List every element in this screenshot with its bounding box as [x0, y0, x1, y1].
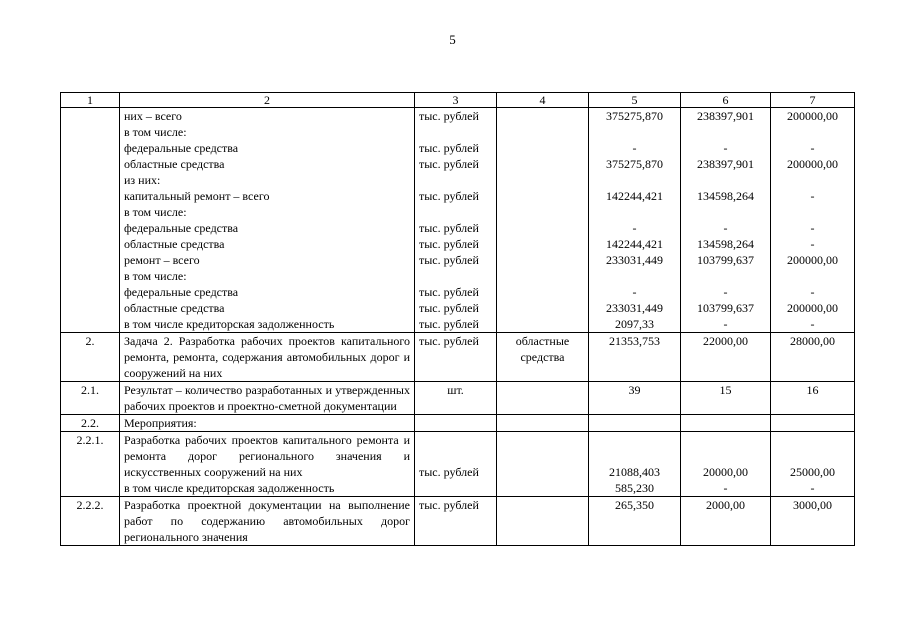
- line-label: федеральные средства: [124, 221, 239, 235]
- value-c6: 22000,00: [681, 333, 771, 382]
- value-c6: 20000,00: [703, 465, 748, 479]
- value-c7: [771, 415, 855, 432]
- source-cell: [497, 108, 589, 333]
- value-c5: 233031,449: [606, 253, 663, 267]
- spacer: [593, 432, 676, 448]
- value-c5: -: [632, 221, 637, 235]
- unit: шт.: [415, 382, 497, 415]
- funding-source: [497, 432, 589, 497]
- funding-source: [497, 497, 589, 546]
- line-label: областные средства: [124, 237, 225, 251]
- header-cell: 3: [415, 93, 497, 108]
- line-label: в том числе:: [124, 125, 187, 139]
- activity-2-2-2-row: [61, 497, 855, 546]
- line-unit: тыс. рублей: [419, 301, 479, 315]
- value-c7: -: [810, 189, 815, 203]
- value-c6: [681, 415, 771, 432]
- value-c7: [775, 124, 850, 140]
- unit: тыс. рублей: [415, 497, 497, 546]
- line-unit: тыс. рублей: [419, 109, 479, 123]
- header-cell: 6: [681, 93, 771, 108]
- line-unit: тыс. рублей: [419, 253, 479, 267]
- line-unit: тыс. рублей: [419, 189, 479, 203]
- value-c6: -: [723, 317, 728, 331]
- value-c7: 16: [771, 382, 855, 415]
- value-c6: [685, 172, 766, 188]
- value-c5: [593, 172, 676, 188]
- value-c7: -: [810, 285, 815, 299]
- line-unit: [419, 204, 492, 220]
- value-c6: 134598,264: [697, 237, 754, 251]
- units-cell: [415, 108, 497, 333]
- line-label: в том числе кредиторская задолженность: [124, 317, 335, 331]
- value-c5: 233031,449: [606, 301, 663, 315]
- line-label: них – всего: [124, 109, 182, 123]
- line-label: в том числе:: [124, 269, 187, 283]
- col6-cell: [681, 108, 771, 333]
- row-number: 2.2.2.: [61, 497, 120, 546]
- value-c6: -: [723, 141, 728, 155]
- row-number-cell: [61, 108, 120, 333]
- value-c7: -: [810, 237, 815, 251]
- line-label: капитальный ремонт – всего: [124, 189, 270, 203]
- value-c5: -: [632, 141, 637, 155]
- col7-cell: [771, 108, 855, 333]
- value-c7: 3000,00: [771, 497, 855, 546]
- line-unit: тыс. рублей: [419, 221, 479, 235]
- activities-2-2-row: [61, 415, 855, 432]
- task-2-row: [61, 333, 855, 382]
- value-c7: 28000,00: [771, 333, 855, 382]
- line-label: в том числе:: [124, 205, 187, 219]
- header-cell: 2: [120, 93, 415, 108]
- spacer: [419, 448, 492, 464]
- value-c7: 200000,00: [787, 157, 838, 171]
- value-c7: 200000,00: [787, 301, 838, 315]
- header-cell: 7: [771, 93, 855, 108]
- line-label: из них:: [124, 173, 161, 187]
- line-unit: тыс. рублей: [419, 317, 479, 331]
- activity-description: Разработка рабочих проектов капитального ремонта и ремонта дорог регионального значения и искусственных сооружений на них: [124, 433, 410, 479]
- funding-breakdown-row: [61, 108, 855, 333]
- row-number: 2.1.: [61, 382, 120, 415]
- value-c5: 21353,753: [589, 333, 681, 382]
- value-c5: 142244,421: [606, 237, 663, 251]
- spacer: [775, 448, 850, 464]
- line-unit: тыс. рублей: [419, 285, 479, 299]
- value-c6: 15: [681, 382, 771, 415]
- names-cell: [120, 108, 415, 333]
- activity-description-cell: [120, 432, 415, 497]
- line-label: ремонт – всего: [124, 253, 200, 267]
- value-c6: [685, 268, 766, 284]
- value-c7: -: [810, 141, 815, 155]
- value-c6: 103799,637: [697, 301, 754, 315]
- budget-table: [60, 92, 855, 546]
- activity-sub-label: в том числе кредиторская задолженность: [124, 481, 335, 495]
- value-c7: [775, 268, 850, 284]
- line-label: областные средства: [124, 301, 225, 315]
- value-c6: 238397,901: [697, 109, 754, 123]
- value-c5: [593, 268, 676, 284]
- line-unit: тыс. рублей: [419, 237, 479, 251]
- unit: тыс. рублей: [415, 333, 497, 382]
- value-c5: 39: [589, 382, 681, 415]
- value-c6: 103799,637: [697, 253, 754, 267]
- spacer: [685, 432, 766, 448]
- spacer: [419, 432, 492, 448]
- value-c6: 238397,901: [697, 157, 754, 171]
- value-c7: -: [810, 481, 815, 495]
- value-c7: 25000,00: [790, 465, 835, 479]
- value-c5: [589, 415, 681, 432]
- value-c5: 375275,870: [606, 157, 663, 171]
- funding-source: областные средства: [497, 333, 589, 382]
- value-c7: [775, 204, 850, 220]
- line-unit: [419, 268, 492, 284]
- funding-source: [497, 415, 589, 432]
- value-c6: [685, 124, 766, 140]
- page-number: 5: [449, 32, 456, 47]
- spacer: [775, 432, 850, 448]
- value-c5: 265,350: [589, 497, 681, 546]
- value-c6: 134598,264: [697, 189, 754, 203]
- col5-cell: [589, 108, 681, 333]
- line-label: федеральные средства: [124, 141, 239, 155]
- value-c6: -: [723, 285, 728, 299]
- line-unit: [419, 124, 492, 140]
- value-c5: [593, 124, 676, 140]
- value-c5: [593, 204, 676, 220]
- unit: тыс. рублей: [419, 465, 479, 479]
- value-c6: 2000,00: [681, 497, 771, 546]
- spacer: [593, 448, 676, 464]
- header-cell: 5: [589, 93, 681, 108]
- value-c5: 21088,403: [609, 465, 660, 479]
- line-unit: тыс. рублей: [419, 157, 479, 171]
- spacer: [685, 448, 766, 464]
- header-row: [61, 93, 855, 108]
- value-c6: -: [723, 481, 728, 495]
- line-unit: [419, 172, 492, 188]
- value-c7: 200000,00: [787, 109, 838, 123]
- line-unit: тыс. рублей: [419, 141, 479, 155]
- col5-cell: [589, 432, 681, 497]
- value-c5: -: [632, 285, 637, 299]
- col7-cell: [771, 432, 855, 497]
- value-c7: -: [810, 317, 815, 331]
- header-cell: 1: [61, 93, 120, 108]
- row-number: 2.: [61, 333, 120, 382]
- result-description: Результат – количество разработанных и утвержденных рабочих проектов и проектно-сметной документации: [120, 382, 415, 415]
- activity-2-2-1-row: [61, 432, 855, 497]
- line-label: областные средства: [124, 157, 225, 171]
- activity-description: Разработка проектной документации на выполнение работ по содержанию автомобильных дорог регионального значения: [120, 497, 415, 546]
- value-c7: -: [810, 221, 815, 235]
- funding-source: [497, 382, 589, 415]
- value-c7: 200000,00: [787, 253, 838, 267]
- row-number: 2.2.1.: [61, 432, 120, 497]
- value-c5: 2097,33: [615, 317, 654, 331]
- header-cell: 4: [497, 93, 589, 108]
- value-c6: -: [723, 221, 728, 235]
- value-c5: 142244,421: [606, 189, 663, 203]
- unit-cell: [415, 432, 497, 497]
- result-2-1-row: [61, 382, 855, 415]
- line-label: федеральные средства: [124, 285, 239, 299]
- value-c5: 375275,870: [606, 109, 663, 123]
- value-c6: [685, 204, 766, 220]
- value-c7: [775, 172, 850, 188]
- unit: [415, 415, 497, 432]
- activities-label: Мероприятия:: [120, 415, 415, 432]
- col6-cell: [681, 432, 771, 497]
- value-c5: 585,230: [615, 481, 654, 495]
- row-number: 2.2.: [61, 415, 120, 432]
- task-description: Задача 2. Разработка рабочих проектов капитального ремонта, ремонта, содержания автомобильных дорог и сооружений на них: [120, 333, 415, 382]
